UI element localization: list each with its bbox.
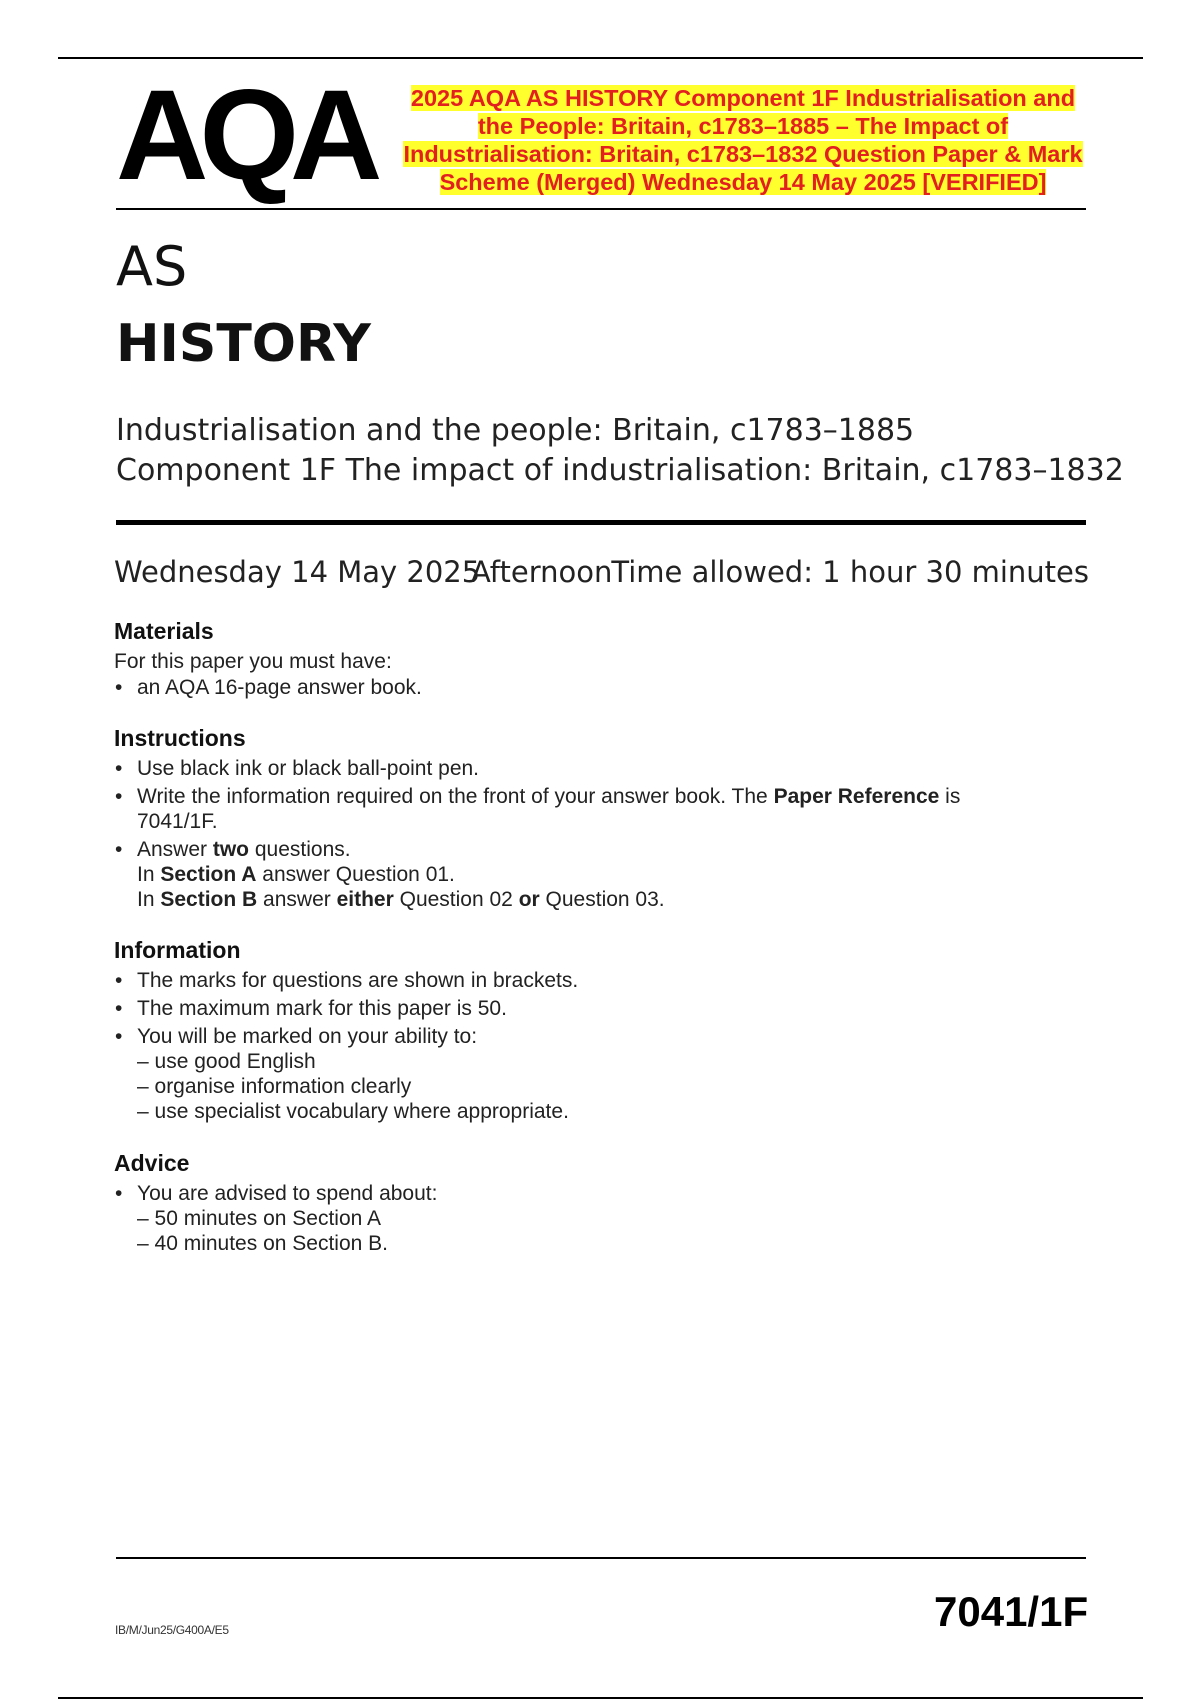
bullet-icon: • — [115, 757, 123, 780]
bullet-icon: • — [115, 1182, 123, 1205]
time-allowed: Time allowed: 1 hour 30 minutes — [611, 555, 1089, 589]
list-item: • Use black ink or black ball-point pen. — [115, 757, 480, 780]
sub-item: – 50 minutes on Section A — [137, 1207, 381, 1230]
title-banner — [388, 84, 1098, 196]
banner-line: Industrialisation: Britain, c1783–1832 Question Paper & Mark — [403, 141, 1083, 167]
exam-date: Wednesday 14 May 2025 — [114, 555, 481, 589]
sub-item: – use specialist vocabulary where appropriate. — [137, 1100, 569, 1123]
paper-reference: 7041/1F — [934, 1588, 1089, 1635]
footer-divider — [116, 1557, 1086, 1559]
footer-code: IB/M/Jun25/G400A/E5 — [115, 1623, 229, 1637]
section-heading: Materials — [114, 618, 214, 644]
list-item: • The marks for questions are shown in brackets. — [115, 969, 579, 992]
bullet-icon: • — [115, 676, 123, 699]
sub-item: – use good English — [137, 1050, 316, 1073]
banner-line: the People: Britain, c1783–1885 – The Impact of — [477, 113, 1009, 139]
exam-session: Afternoon — [471, 555, 613, 589]
list-item: • The maximum mark for this paper is 50. — [115, 997, 507, 1020]
subject-name: HISTORY — [116, 314, 371, 374]
list-item: • Write the information required on the front of your answer book. The Paper Reference is 7041/1F. — [115, 785, 961, 833]
section-heading: Instructions — [114, 725, 246, 751]
sub-item: – 40 minutes on Section B. — [137, 1232, 388, 1255]
qualification-level: AS — [116, 235, 188, 298]
materials-intro: For this paper you must have: — [114, 650, 392, 673]
bottom-border-rule — [58, 1697, 1143, 1699]
list-item: • Answer two questions. In Section A answer Question 01. In Section B answer either Question 02 or Question 03. — [115, 838, 665, 911]
header-divider — [116, 208, 1086, 210]
banner-line: 2025 AQA AS HISTORY Component 1F Industrialisation and — [410, 85, 1076, 111]
instructions-section — [114, 724, 1074, 915]
list-item: • You will be marked on your ability to: – use good English – organise information clearly – use specialist vocabulary where appropriate. — [114, 1024, 1074, 1124]
advice-section — [114, 1149, 1074, 1259]
paper-title — [116, 411, 1124, 491]
sub-item: – organise information clearly — [137, 1075, 412, 1098]
bullet-icon: • — [115, 1025, 123, 1048]
list-item: • an AQA 16-page answer book. — [115, 676, 422, 699]
bullet-icon: • — [115, 969, 123, 992]
list-item: • You are advised to spend about: – 50 minutes on Section A – 40 minutes on Section B. — [114, 1181, 1074, 1256]
top-border-rule — [58, 57, 1143, 59]
bullet-icon: • — [115, 785, 123, 808]
bullet-icon: • — [115, 838, 123, 861]
section-heading: Advice — [114, 1150, 190, 1176]
section-heading: Information — [114, 937, 241, 963]
information-section — [114, 936, 1074, 1127]
banner-line: Scheme (Merged) Wednesday 14 May 2025 [VERIFIED] — [439, 169, 1047, 195]
bullet-icon: • — [115, 997, 123, 1020]
materials-section — [114, 617, 1074, 703]
paper-title-line: Industrialisation and the people: Britain, c1783–1885 — [116, 413, 915, 448]
aqa-logo: AQA — [116, 64, 374, 207]
thick-divider — [116, 520, 1086, 525]
component-title-line: Component 1F The impact of industrialisation: Britain, c1783–1832 — [116, 453, 1124, 488]
